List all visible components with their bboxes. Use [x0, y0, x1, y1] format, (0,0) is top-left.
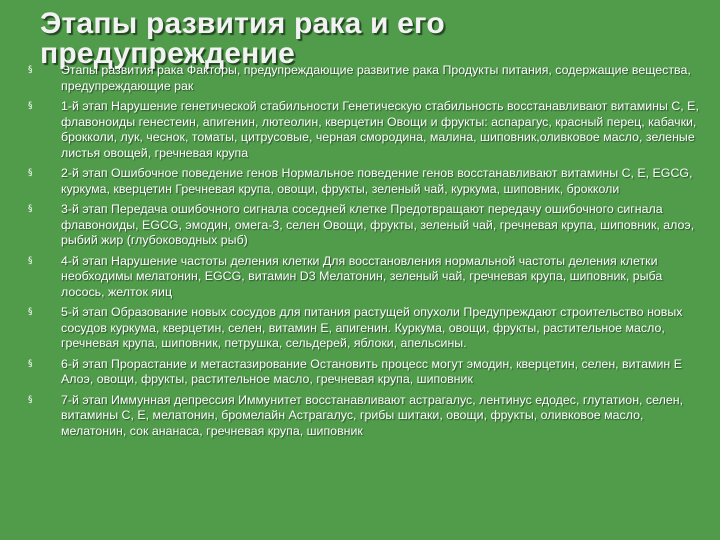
square-bullet-icon: § [28, 101, 33, 111]
list-item-text: 2-й этап Ошибочное поведение генов Нормальное поведение генов восстанавливают витамины С, Е, EGCG, куркума, кверцетин Гречневая крупа, овощи, фрукты, зеленый чай, куркума, шиповник, брокколи [61, 166, 693, 196]
square-bullet-icon: § [28, 204, 33, 214]
list-item-text: 7-й этап Иммунная депрессия Иммунитет восстанавливают астрагалус, лентинус едодес, глутатион, селен, витамины С, Е, мелатонин, бромелайн Астрагалус, грибы шитаки, овощи, фрукты, оливковое масло, мелатонин, сок ананаса, гречневая крупа, шиповник [61, 392, 684, 438]
slide-title: Этапы развития рака и его предупреждение [40, 7, 445, 70]
list-item [28, 166, 704, 197]
list-item [28, 305, 704, 352]
square-bullet-icon: § [28, 168, 33, 178]
bullet-list [28, 63, 704, 444]
square-bullet-icon: § [28, 358, 33, 369]
list-item-text: 6-й этап Прорастание и метастазирование Остановить процесс могут эмодин, кверцетин, селен, витамин Е Алоэ, овощи, фрукты, растительное масло, гречневая крупа, шиповник [61, 356, 682, 386]
list-item-text: 3-й этап Передача ошибочного сигнала соседней клетке Предотвращают передачу ошибочного сигнала флавоноиды, EGCG, эмодин, омега-3, селен Овощи, фрукты, зеленый чай, гречневая крупа, шиповник, алоэ, рыбий жир (глубоководных рыб) [61, 202, 695, 247]
list-item-text: 5-й этап Образование новых сосудов для питания растущей опухоли Предупреждают строительство новых сосудов куркума, кверцетин, селен, витамин Е, апигенин. Куркума, овощи, фрукты, растительное масло, гречневая крупа, шиповник, петрушка, сельдерей, яблоки, апельсины. [61, 305, 683, 350]
list-item-text: Этапы развития рака Факторы, предупреждающие развитие рака Продукты питания, содержащие вещества, предупреждающие рак [61, 63, 691, 93]
square-bullet-icon: § [28, 65, 33, 75]
list-item [28, 63, 704, 94]
list-item-text: 1-й этап Нарушение генетической стабильности Генетическую стабильность восстанавливают витамины С, Е, флавоноиды генестеин, апигенин, лютеолин, кверцетин Овощи и фрукты: аспарагус, красный перец, кабачки, брокколи, лук, чеснок, томаты, цитрусовые, черная смородина, малина, шиповник,оливковое масло, зеленые листья овощей, гречневая крупа [61, 99, 699, 160]
list-item [28, 393, 704, 440]
square-bullet-icon: § [28, 255, 33, 266]
square-bullet-icon: § [28, 307, 33, 317]
list-item [28, 357, 704, 388]
list-item [28, 202, 704, 249]
list-item-text: 4-й этап Нарушение частоты деления клетки Для восстановления нормальной частоты деления клетки необходимы мелатонин, EGCG, витамин D3 Мелатонин, зеленый чай, гречневая крупа, шиповник, рыба лосось, желток яиц [61, 253, 663, 299]
list-item [28, 254, 704, 301]
list-item [28, 99, 704, 161]
square-bullet-icon: § [28, 394, 33, 405]
